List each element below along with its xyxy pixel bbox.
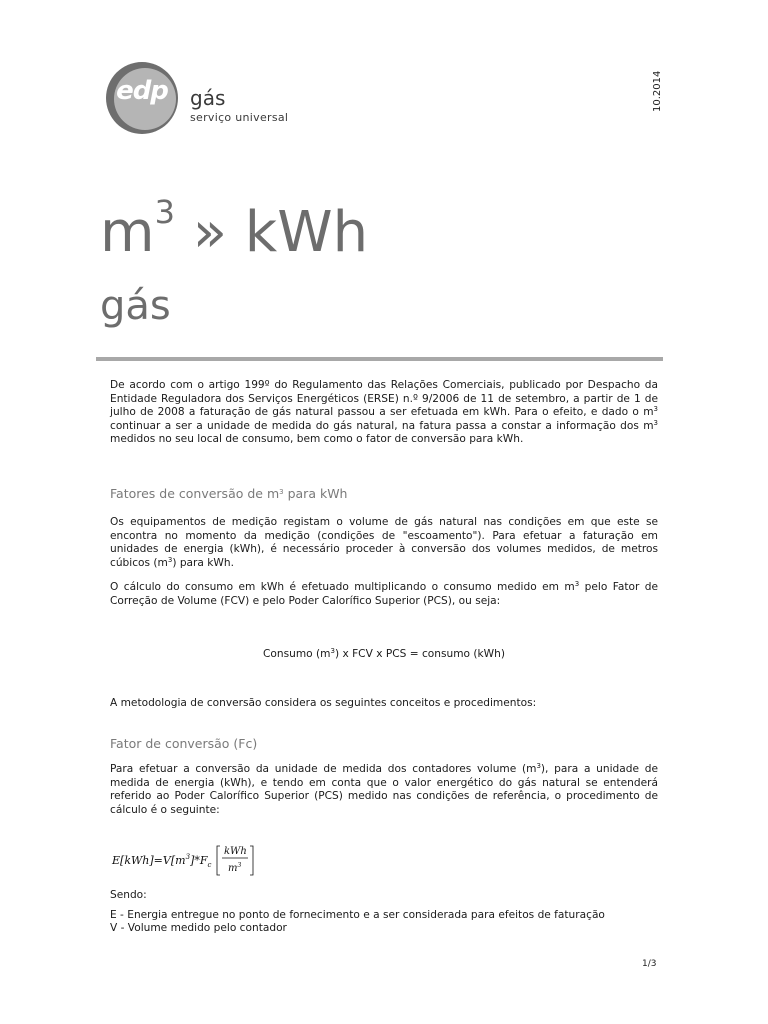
logo-text: edp (116, 76, 168, 106)
intro-text-1: De acordo com o artigo 199º do Regulamento das Relações Comerciais, publicado por Despacho da Entidade Reguladora dos Serviços Energéticos (ERSE) n.º 9/2006 de 11 de setembro, a partir de 1 de julho de 2008 a faturação de gás natural passou a ser efetuada em kWh. Para o efeito, e dado o m (110, 379, 658, 419)
intro-sup-2: 3 (653, 418, 658, 427)
page-subtitle: gás (100, 283, 171, 329)
consumption-formula (110, 648, 658, 660)
formula-numerator: kWh (224, 846, 247, 857)
sendo-label: Sendo: (110, 889, 147, 901)
title-sup: 3 (154, 193, 175, 231)
formula-lhs: $E[kWh]=V[m^3]*F_c$ (112, 853, 212, 869)
section1-heading-prefix: Fatores de conversão de m (110, 486, 280, 501)
formula-left-bracket (217, 846, 220, 875)
definition-v: V - Volume medido pelo contador (110, 922, 287, 934)
title-divider (96, 357, 663, 361)
section1-paragraph-1 (110, 516, 658, 570)
s1p2-text-1: O cálculo do consumo em kWh é efetuado multiplicando o consumo medido em m (110, 581, 575, 593)
s2p1-sup: 3 (536, 762, 541, 770)
s1p2-text-2: pelo Fator de Correção de Volume (FCV) e pelo Poder Calorífico Superior (PCS), ou seja: (110, 581, 658, 607)
formula-text-1: Consumo (m (263, 648, 331, 660)
page-number: 1/3 (642, 959, 657, 969)
definition-e: E - Energia entregue no ponto de fornecimento e a ser considerada para efeitos de faturação (110, 909, 605, 921)
brand-name: gás (190, 86, 226, 110)
s1p1-text-2: ) para kWh. (172, 556, 234, 569)
intro-text-3: medidos no seu local de consumo, bem como o fator de conversão para kWh. (110, 433, 524, 446)
formula-sup: 3 (330, 647, 335, 655)
formula-denominator: $m^3$ (228, 862, 242, 874)
intro-text-2: continuar a ser a unidade de medida do gás natural, na fatura passa a constar a informação dos m (110, 419, 654, 432)
section1-heading-sup: 3 (279, 488, 284, 496)
formula-text-2: ) x FCV x PCS = consumo (kWh) (334, 648, 505, 660)
intro-sup-1: 3 (653, 405, 658, 414)
section1-paragraph-2 (110, 581, 658, 608)
s1p1-text-1: Os equipamentos de medição registam o volume de gás natural nas condições em que este se encontra no momento da medição (condições de "escoamento"). Para efetuar a faturação em unidades de energia (kWh), é necessário proceder à conversão dos volumes medidos, de metros cúbicos (m (110, 516, 658, 569)
document-date: 10.2014 (652, 70, 663, 112)
edp-logo (106, 62, 178, 134)
section2-heading: Fator de conversão (Fc) (110, 736, 258, 751)
s1p2-sup: 3 (574, 580, 580, 588)
formula-right-bracket (250, 846, 253, 875)
energy-formula-image (110, 842, 260, 878)
s1p1-sup: 3 (167, 555, 173, 564)
section1-paragraph-3: A metodologia de conversão considera os seguintes conceitos e procedimentos: (110, 697, 537, 709)
title-prefix: m (100, 200, 155, 265)
brand-subtitle: serviço universal (190, 111, 289, 124)
section1-heading (110, 486, 347, 501)
title-suffix: » kWh (174, 200, 369, 265)
section2-paragraph-1 (110, 763, 658, 817)
intro-paragraph (110, 379, 658, 447)
s2p1-text-2: ), para a unidade de medida de energia (kWh), e tendo em conta que o valor energético do gás natural se entenderá referido ao Poder Calorífico Superior (PCS) medido nas condições de referência, o procedimento de cálculo é o seguinte: (110, 763, 658, 816)
s2p1-text-1: Para efetuar a conversão da unidade de medida dos contadores volume (m (110, 763, 537, 775)
page-title (100, 193, 369, 265)
section1-heading-suffix: para kWh (283, 486, 348, 501)
